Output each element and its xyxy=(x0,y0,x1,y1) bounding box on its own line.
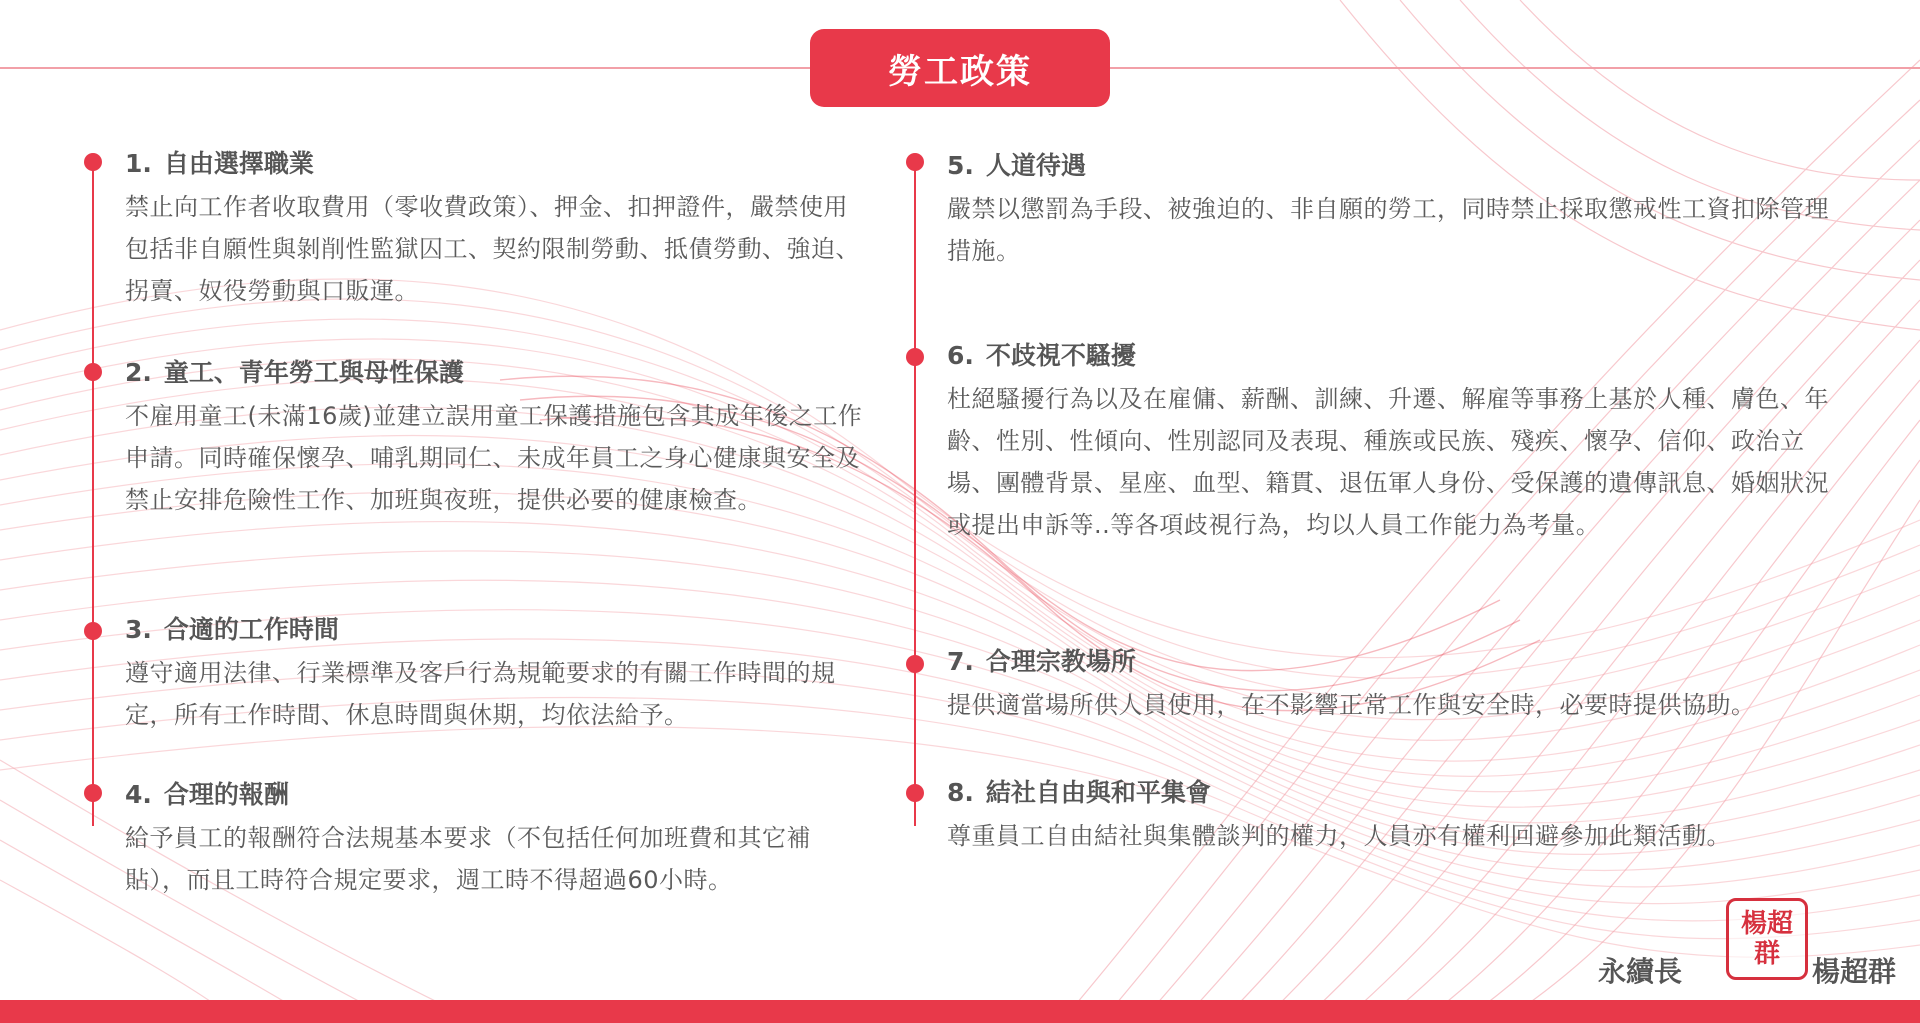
policy-item-4 xyxy=(125,779,870,901)
policy-heading xyxy=(125,779,870,811)
policy-title: 童工、青年勞工與母性保護 xyxy=(163,358,464,387)
policy-title: 自由選擇職業 xyxy=(163,149,314,178)
policy-number: 7. xyxy=(947,647,974,676)
timeline-dot xyxy=(84,622,102,640)
timeline-dot xyxy=(906,153,924,171)
title-banner xyxy=(810,29,1110,107)
policy-title: 不歧視不騷擾 xyxy=(985,341,1136,370)
policy-description: 不雇用童工(未滿16歲)並建立誤用童工保護措施包含其成年後之工作申請。同時確保懷孕、哺乳期同仁、未成年員工之身心健康與安全及禁止安排危險性工作、加班與夜班，提供必要的健康檢查。 xyxy=(125,402,863,514)
policy-heading xyxy=(947,777,1839,809)
policy-description: 遵守適用法律、行業標準及客戶行為規範要求的有關工作時間的規定，所有工作時間、休息時間與休期，均依法給予。 xyxy=(125,659,836,729)
timeline-dot xyxy=(84,784,102,802)
timeline-dot xyxy=(906,655,924,673)
signature-seal xyxy=(1726,898,1808,980)
policy-item-6 xyxy=(947,340,1839,546)
timeline-dot xyxy=(906,348,924,366)
signer-role: 永續長 xyxy=(1598,955,1683,988)
policy-item-7 xyxy=(947,646,1839,726)
policy-title: 合適的工作時間 xyxy=(163,615,339,644)
policy-item-5 xyxy=(947,150,1839,272)
policy-title: 合理的報酬 xyxy=(163,780,289,809)
left-timeline-line xyxy=(92,161,94,826)
policy-description: 尊重員工自由結社與集體談判的權力，人員亦有權利回避參加此類活動。 xyxy=(947,822,1731,850)
policy-heading xyxy=(947,340,1839,372)
policy-item-3 xyxy=(125,614,870,736)
policy-description: 提供適當場所供人員使用，在不影響正常工作與安全時，必要時提供協助。 xyxy=(947,691,1756,719)
policy-heading xyxy=(947,150,1839,182)
signer-name: 楊超群 xyxy=(1812,955,1897,988)
timeline-dot xyxy=(84,153,102,171)
policy-heading xyxy=(125,148,870,180)
policy-title: 合理宗教場所 xyxy=(985,647,1136,676)
right-timeline-line xyxy=(914,161,916,826)
policy-heading xyxy=(125,357,870,389)
policy-description: 杜絕騷擾行為以及在雇傭、薪酬、訓練、升遷、解雇等事務上基於人種、膚色、年齡、性別、性傾向、性別認同及表現、種族或民族、殘疾、懷孕、信仰、政治立場、團體背景、星座、血型、籍貫、退伍軍人身份、受保護的遺傳訊息、婚姻狀況或提出申訴等..等各項歧視行為，均以人員工作能力為考量。 xyxy=(947,385,1829,539)
policy-number: 1. xyxy=(125,149,152,178)
policy-number: 6. xyxy=(947,341,974,370)
page-title: 勞工政策 xyxy=(888,51,1032,92)
timeline-dot xyxy=(906,784,924,802)
seal-text: 楊超群 xyxy=(1740,909,1793,969)
policy-heading xyxy=(125,614,870,646)
policy-number: 4. xyxy=(125,780,152,809)
policy-description: 給予員工的報酬符合法規基本要求（不包括任何加班費和其它補貼），而且工時符合規定要求，週工時不得超過60小時。 xyxy=(125,824,811,894)
policy-title: 結社自由與和平集會 xyxy=(985,778,1211,807)
policy-title: 人道待遇 xyxy=(985,151,1086,180)
policy-item-1 xyxy=(125,148,870,312)
policy-number: 5. xyxy=(947,151,974,180)
policy-heading xyxy=(947,646,1839,678)
policy-number: 8. xyxy=(947,778,974,807)
footer-bar xyxy=(0,1000,1920,1023)
policy-number: 2. xyxy=(125,358,152,387)
policy-number: 3. xyxy=(125,615,152,644)
policy-description: 嚴禁以懲罰為手段、被強迫的、非自願的勞工，同時禁止採取懲戒性工資扣除管理措施。 xyxy=(947,195,1829,265)
timeline-dot xyxy=(84,363,102,381)
policy-item-2 xyxy=(125,357,870,521)
policy-item-8 xyxy=(947,777,1839,857)
policy-description: 禁止向工作者收取費用（零收費政策）、押金、扣押證件，嚴禁使用包括非自願性與剝削性監獄囚工、契約限制勞動、抵債勞動、強迫、拐賣、奴役勞動與口販運。 xyxy=(125,193,860,305)
